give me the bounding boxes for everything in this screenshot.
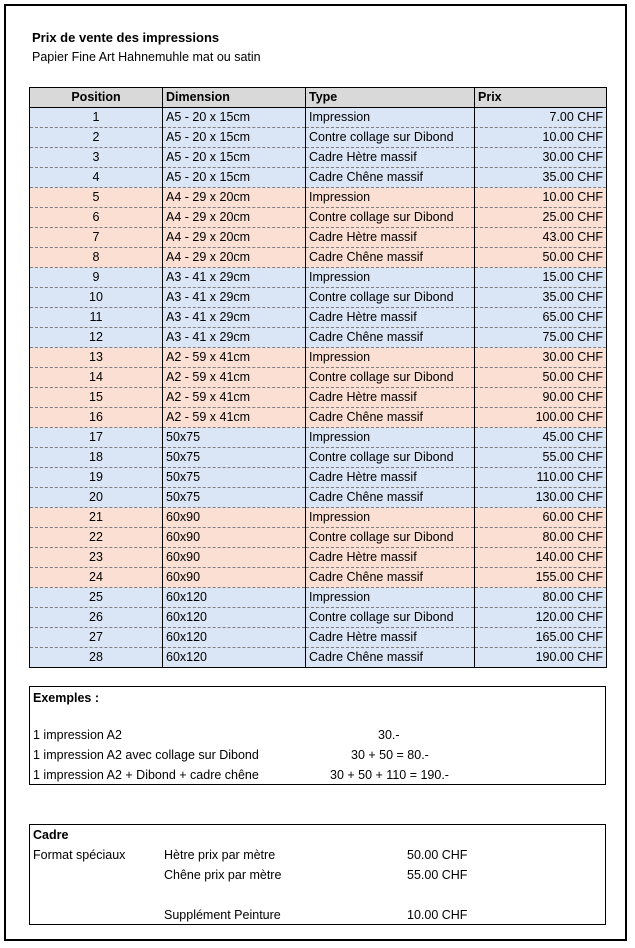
example-label: 1 impression A2 avec collage sur Dibond [33, 748, 259, 762]
cell-position: 17 [30, 428, 163, 448]
table-row [30, 388, 607, 408]
header-type: Type [306, 88, 475, 108]
table-row [30, 128, 607, 148]
table-row [30, 248, 607, 268]
cell-dimension: 50x75 [163, 488, 306, 508]
cell-price: 80.00 CHF [475, 528, 607, 548]
cell-dimension: A3 - 41 x 29cm [163, 288, 306, 308]
header-position: Position [30, 88, 163, 108]
cell-dimension: A4 - 29 x 20cm [163, 248, 306, 268]
cell-position: 14 [30, 368, 163, 388]
price-table-body [30, 108, 607, 668]
table-row [30, 528, 607, 548]
cell-dimension: A3 - 41 x 29cm [163, 308, 306, 328]
cell-dimension: 60x120 [163, 648, 306, 668]
cell-dimension: 50x75 [163, 448, 306, 468]
cell-type: Cadre Hètre massif [306, 628, 475, 648]
cell-dimension: A2 - 59 x 41cm [163, 408, 306, 428]
hetre-label: Hètre prix par mètre [164, 848, 276, 862]
page-title: Prix de vente des impressions [32, 30, 220, 45]
table-row [30, 288, 607, 308]
example-label: 1 impression A2 + Dibond + cadre chêne [33, 768, 259, 782]
table-row [30, 428, 607, 448]
cell-type: Contre collage sur Dibond [306, 208, 475, 228]
cell-type: Contre collage sur Dibond [306, 448, 475, 468]
cell-position: 20 [30, 488, 163, 508]
table-row [30, 308, 607, 328]
cell-type: Cadre Chêne massif [306, 648, 475, 668]
cell-type: Cadre Hètre massif [306, 548, 475, 568]
cell-price: 165.00 CHF [475, 628, 607, 648]
cell-type: Impression [306, 508, 475, 528]
table-row [30, 628, 607, 648]
cell-dimension: A5 - 20 x 15cm [163, 168, 306, 188]
cell-position: 28 [30, 648, 163, 668]
format-label: Format spéciaux [33, 848, 126, 862]
cell-price: 100.00 CHF [475, 408, 607, 428]
cell-position: 1 [30, 108, 163, 128]
example-calc: 30.- [378, 728, 400, 742]
cell-price: 80.00 CHF [475, 588, 607, 608]
cell-type: Impression [306, 588, 475, 608]
cell-price: 120.00 CHF [475, 608, 607, 628]
cadre-heading: Cadre [33, 828, 69, 842]
cell-price: 30.00 CHF [475, 148, 607, 168]
cell-position: 23 [30, 548, 163, 568]
table-row [30, 508, 607, 528]
cell-position: 19 [30, 468, 163, 488]
cell-position: 21 [30, 508, 163, 528]
cell-dimension: A3 - 41 x 29cm [163, 328, 306, 348]
cell-position: 3 [30, 148, 163, 168]
cell-price: 130.00 CHF [475, 488, 607, 508]
cell-price: 45.00 CHF [475, 428, 607, 448]
cell-price: 140.00 CHF [475, 548, 607, 568]
table-header-row [30, 88, 607, 108]
table-row [30, 348, 607, 368]
cell-position: 24 [30, 568, 163, 588]
cell-price: 90.00 CHF [475, 388, 607, 408]
cell-type: Cadre Chêne massif [306, 328, 475, 348]
cell-dimension: A3 - 41 x 29cm [163, 268, 306, 288]
cell-price: 7.00 CHF [475, 108, 607, 128]
table-row [30, 188, 607, 208]
cell-type: Cadre Hètre massif [306, 148, 475, 168]
cell-position: 22 [30, 528, 163, 548]
cell-dimension: A5 - 20 x 15cm [163, 128, 306, 148]
table-row [30, 368, 607, 388]
cell-type: Impression [306, 268, 475, 288]
cell-dimension: 60x90 [163, 508, 306, 528]
cell-type: Impression [306, 348, 475, 368]
cell-dimension: A2 - 59 x 41cm [163, 368, 306, 388]
cell-dimension: A4 - 29 x 20cm [163, 228, 306, 248]
example-label: 1 impression A2 [33, 728, 122, 742]
table-row [30, 568, 607, 588]
cell-type: Cadre Chêne massif [306, 408, 475, 428]
cell-type: Cadre Chêne massif [306, 168, 475, 188]
cadre-box [29, 824, 606, 925]
cell-type: Contre collage sur Dibond [306, 128, 475, 148]
cell-type: Cadre Chêne massif [306, 248, 475, 268]
cell-price: 50.00 CHF [475, 248, 607, 268]
cell-price: 43.00 CHF [475, 228, 607, 248]
table-row [30, 448, 607, 468]
page-subtitle: Papier Fine Art Hahnemuhle mat ou satin [32, 50, 261, 64]
cell-price: 60.00 CHF [475, 508, 607, 528]
cell-position: 6 [30, 208, 163, 228]
cell-price: 75.00 CHF [475, 328, 607, 348]
cell-position: 4 [30, 168, 163, 188]
header-price: Prix [475, 88, 607, 108]
cell-type: Cadre Chêne massif [306, 568, 475, 588]
chene-price: 55.00 CHF [407, 868, 468, 882]
table-row [30, 468, 607, 488]
examples-box [29, 686, 606, 785]
table-row [30, 488, 607, 508]
header-dimension: Dimension [163, 88, 306, 108]
cell-price: 35.00 CHF [475, 288, 607, 308]
cell-dimension: A2 - 59 x 41cm [163, 388, 306, 408]
table-row [30, 168, 607, 188]
peinture-price: 10.00 CHF [407, 908, 468, 922]
cell-type: Cadre Hètre massif [306, 388, 475, 408]
cell-position: 25 [30, 588, 163, 608]
table-row [30, 408, 607, 428]
peinture-label: Supplément Peinture [164, 908, 281, 922]
cell-dimension: A4 - 29 x 20cm [163, 188, 306, 208]
cell-position: 15 [30, 388, 163, 408]
cell-dimension: 50x75 [163, 468, 306, 488]
cell-price: 15.00 CHF [475, 268, 607, 288]
cell-position: 27 [30, 628, 163, 648]
cell-dimension: 50x75 [163, 428, 306, 448]
cell-price: 10.00 CHF [475, 188, 607, 208]
cell-position: 26 [30, 608, 163, 628]
cell-dimension: A5 - 20 x 15cm [163, 148, 306, 168]
cell-type: Impression [306, 188, 475, 208]
cell-type: Impression [306, 428, 475, 448]
cell-type: Contre collage sur Dibond [306, 528, 475, 548]
cell-type: Cadre Hètre massif [306, 308, 475, 328]
table-row [30, 648, 607, 668]
cell-dimension: 60x90 [163, 548, 306, 568]
examples-heading: Exemples : [33, 691, 100, 705]
cell-dimension: 60x90 [163, 568, 306, 588]
cell-type: Contre collage sur Dibond [306, 368, 475, 388]
cell-position: 12 [30, 328, 163, 348]
cell-dimension: 60x120 [163, 628, 306, 648]
cell-position: 10 [30, 288, 163, 308]
cell-position: 8 [30, 248, 163, 268]
cell-position: 13 [30, 348, 163, 368]
cell-position: 11 [30, 308, 163, 328]
cell-price: 110.00 CHF [475, 468, 607, 488]
hetre-price: 50.00 CHF [407, 848, 468, 862]
cell-price: 190.00 CHF [475, 648, 607, 668]
cell-dimension: A5 - 20 x 15cm [163, 108, 306, 128]
cell-position: 7 [30, 228, 163, 248]
table-row [30, 208, 607, 228]
cell-type: Cadre Chêne massif [306, 488, 475, 508]
cell-dimension: 60x120 [163, 588, 306, 608]
chene-label: Chêne prix par mètre [164, 868, 282, 882]
table-row [30, 228, 607, 248]
table-row [30, 588, 607, 608]
cell-dimension: A2 - 59 x 41cm [163, 348, 306, 368]
cell-position: 5 [30, 188, 163, 208]
cell-position: 9 [30, 268, 163, 288]
cell-price: 10.00 CHF [475, 128, 607, 148]
cell-price: 50.00 CHF [475, 368, 607, 388]
table-row [30, 268, 607, 288]
cell-price: 55.00 CHF [475, 448, 607, 468]
cell-price: 155.00 CHF [475, 568, 607, 588]
example-calc: 30 + 50 = 80.- [351, 748, 429, 762]
cell-type: Contre collage sur Dibond [306, 608, 475, 628]
cell-position: 2 [30, 128, 163, 148]
cell-type: Contre collage sur Dibond [306, 288, 475, 308]
example-calc: 30 + 50 + 110 = 190.- [330, 768, 449, 782]
cell-position: 16 [30, 408, 163, 428]
cell-type: Cadre Hètre massif [306, 468, 475, 488]
cell-type: Impression [306, 108, 475, 128]
cell-dimension: 60x90 [163, 528, 306, 548]
cell-dimension: A4 - 29 x 20cm [163, 208, 306, 228]
cell-type: Cadre Hètre massif [306, 228, 475, 248]
table-row [30, 108, 607, 128]
cell-position: 18 [30, 448, 163, 468]
cell-price: 30.00 CHF [475, 348, 607, 368]
table-row [30, 548, 607, 568]
table-row [30, 148, 607, 168]
cell-dimension: 60x120 [163, 608, 306, 628]
cell-price: 25.00 CHF [475, 208, 607, 228]
table-row [30, 608, 607, 628]
price-table [29, 87, 607, 668]
cell-price: 35.00 CHF [475, 168, 607, 188]
table-row [30, 328, 607, 348]
cell-price: 65.00 CHF [475, 308, 607, 328]
